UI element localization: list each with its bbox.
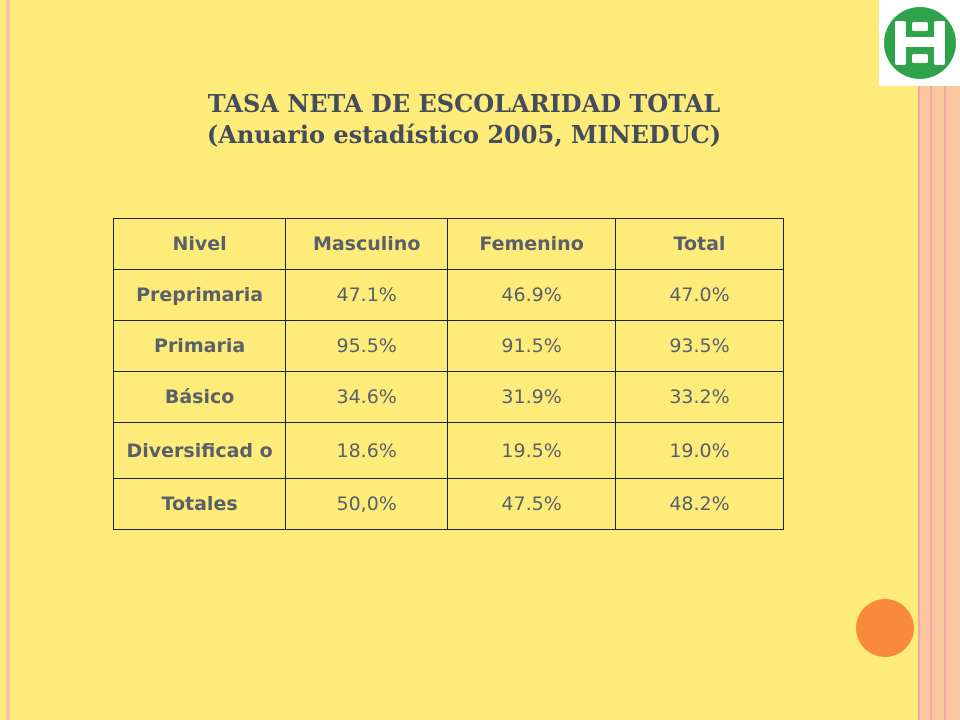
header-cell-nivel: Nivel bbox=[114, 219, 286, 270]
cell-total: 33.2% bbox=[615, 372, 783, 423]
cell-femenino: 91.5% bbox=[448, 321, 616, 372]
cell-femenino: 31.9% bbox=[448, 372, 616, 423]
orange-circle-decoration bbox=[856, 599, 914, 657]
title-line-1: TASA NETA DE ESCOLARIDAD TOTAL bbox=[207, 89, 721, 118]
cell-masculino: 34.6% bbox=[286, 372, 448, 423]
cell-masculino: 18.6% bbox=[286, 423, 448, 479]
table-row bbox=[114, 479, 784, 530]
right-decorative-line bbox=[944, 0, 946, 720]
enrollment-rate-table bbox=[113, 218, 784, 530]
right-decorative-line bbox=[930, 0, 932, 720]
cell-total: 93.5% bbox=[615, 321, 783, 372]
left-decorative-stripe bbox=[6, 0, 10, 720]
cell-masculino: 47.1% bbox=[286, 270, 448, 321]
row-label: Primaria bbox=[114, 321, 286, 372]
cell-masculino: 95.5% bbox=[286, 321, 448, 372]
cell-total: 19.0% bbox=[615, 423, 783, 479]
row-label: Diversificad o bbox=[114, 423, 286, 479]
header-cell-total: Total bbox=[615, 219, 783, 270]
row-label: Totales bbox=[114, 479, 286, 530]
cell-femenino: 47.5% bbox=[448, 479, 616, 530]
cell-total: 48.2% bbox=[615, 479, 783, 530]
row-label: Preprimaria bbox=[114, 270, 286, 321]
table-header-row bbox=[114, 219, 784, 270]
table-row bbox=[114, 321, 784, 372]
right-decorative-line bbox=[918, 0, 920, 720]
row-label: Básico bbox=[114, 372, 286, 423]
header-cell-femenino: Femenino bbox=[448, 219, 616, 270]
institution-logo-icon bbox=[879, 0, 960, 86]
cell-femenino: 46.9% bbox=[448, 270, 616, 321]
table-row bbox=[114, 270, 784, 321]
slide-title bbox=[100, 88, 828, 150]
header-cell-masculino: Masculino bbox=[286, 219, 448, 270]
logo-icon bbox=[882, 5, 958, 81]
table-row bbox=[114, 423, 784, 479]
cell-total: 47.0% bbox=[615, 270, 783, 321]
cell-femenino: 19.5% bbox=[448, 423, 616, 479]
cell-masculino: 50,0% bbox=[286, 479, 448, 530]
right-decorative-band bbox=[918, 0, 960, 720]
table-row bbox=[114, 372, 784, 423]
title-line-2: (Anuario estadístico 2005, MINEDUC) bbox=[206, 120, 722, 149]
